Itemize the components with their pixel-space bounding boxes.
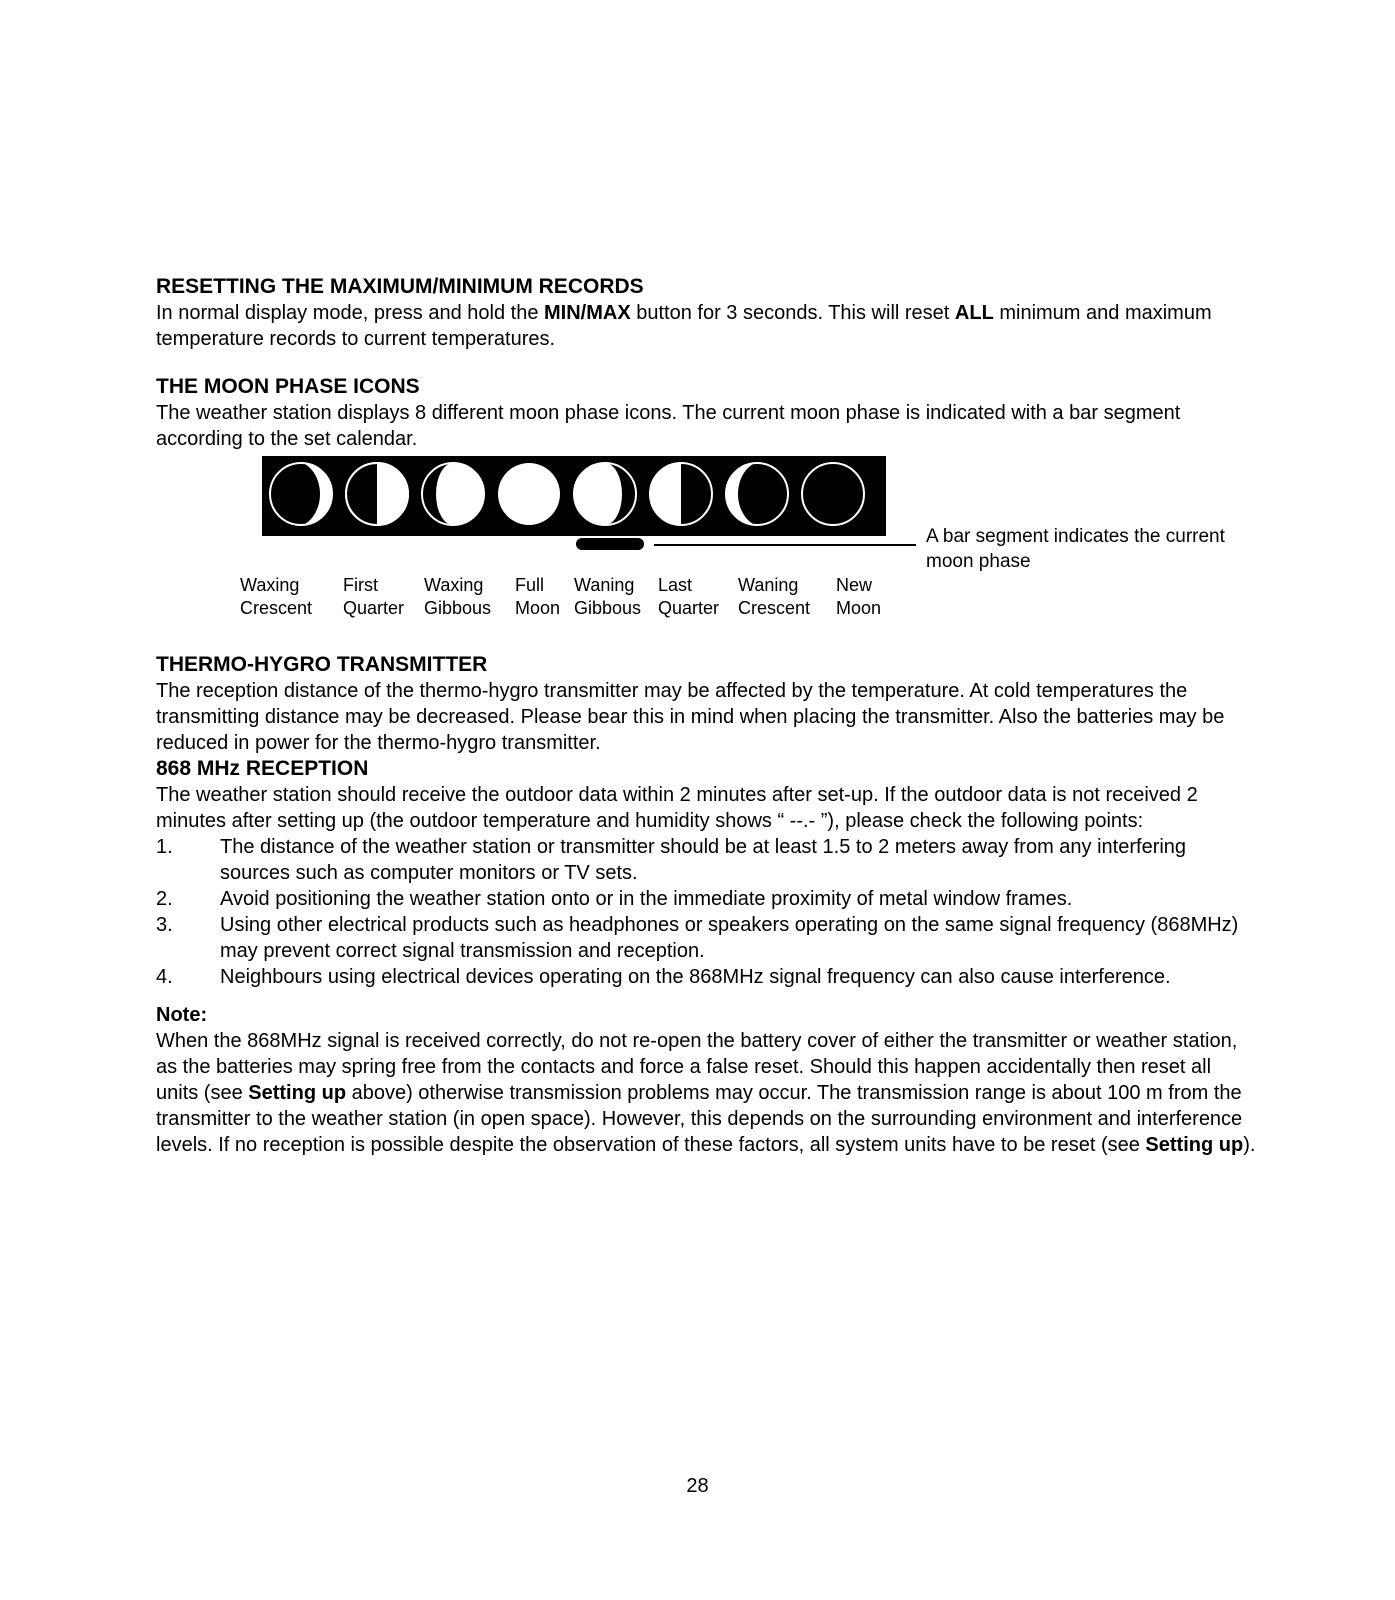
phase-label-line: Crescent	[738, 598, 811, 618]
phase-label-line: Moon	[836, 598, 882, 618]
note-title: Note:	[156, 1004, 208, 1026]
phase-label-last-quarter	[658, 574, 719, 620]
reception-checklist	[156, 834, 1256, 990]
full-moon-icon	[498, 463, 560, 525]
section-title-thermo-hygro: THERMO-HYGRO TRANSMITTER	[156, 653, 488, 676]
list-item	[156, 886, 1256, 912]
phase-label-waning-gibbous	[574, 574, 641, 620]
reception-paragraph: The weather station should receive the outdoor data within 2 minutes after set-up. If the outdoor data is not received 2 minutes after setting up (the outdoor temperature and humidity shows “ --.- ”), please check the following points:	[156, 784, 1198, 832]
phase-label-waning-crescent	[738, 574, 810, 620]
note-heading	[156, 1002, 1256, 1028]
list-number: 1.	[156, 836, 173, 858]
first-quarter-icon	[346, 462, 409, 526]
phase-label-line: Last	[658, 575, 693, 595]
bar-segment-callout: A bar segment indicates the current moon phase	[926, 526, 1225, 572]
page-content	[156, 274, 1256, 1158]
phase-label-line: Quarter	[658, 598, 720, 618]
phase-label-line: First	[343, 575, 378, 595]
setting-up-reference: Setting up	[1145, 1134, 1244, 1156]
last-quarter-icon	[649, 462, 712, 526]
moon-phase-paragraph: The weather station displays 8 different moon phase icons. The current moon phase is indicated with a bar segment according to the set calendar.	[156, 402, 1181, 450]
thermo-hygro-paragraph: The reception distance of the thermo-hygro transmitter may be affected by the temperature. At cold temperatures the transmitting distance may be decreased. Please bear this in mind when placing the transmitter. Also the batteries may be reduced in power for the thermo-hygro transmitter.	[156, 680, 1225, 754]
text-run: ).	[1243, 1134, 1256, 1156]
waxing-crescent-icon	[268, 461, 332, 527]
new-moon-icon	[802, 463, 864, 525]
list-item	[156, 964, 1256, 990]
waxing-gibbous-icon	[422, 462, 484, 526]
phase-label-line: Quarter	[343, 598, 405, 618]
text-run: minimum and maximum temperature records to current temperatures.	[156, 302, 1212, 350]
moon-phase-strip	[262, 456, 886, 536]
phase-label-line: New	[836, 575, 873, 595]
phase-label-full-moon	[515, 574, 560, 620]
waning-crescent-icon	[726, 461, 790, 527]
list-text: The distance of the weather station or transmitter should be at least 1.5 to 2 meters away from any interfering sources such as computer monitors or TV sets.	[220, 836, 1187, 884]
phase-label-line: Moon	[515, 598, 561, 618]
setting-up-reference: Setting up	[248, 1082, 347, 1104]
phase-label-first-quarter	[343, 574, 404, 620]
moon-phase-figure	[156, 452, 1256, 652]
phase-label-line: Waxing	[240, 575, 300, 595]
reset-records-paragraph	[156, 300, 1256, 352]
list-number: 4.	[156, 966, 173, 988]
list-number: 3.	[156, 914, 173, 936]
phase-label-new-moon	[836, 574, 881, 620]
phase-label-line: Full	[515, 575, 545, 595]
text-run: In normal display mode, press and hold the	[156, 302, 544, 324]
text-run: When the 868MHz signal is received correctly, do not re-open the battery cover of either the transmitter or weather station, as the batteries may spring free from the contacts and force a false reset. Should this happen accidentally then reset all units (see	[156, 1030, 1238, 1104]
section-title-moon-phase: THE MOON PHASE ICONS	[156, 375, 420, 398]
list-item	[156, 912, 1256, 964]
list-item	[156, 834, 1256, 886]
phase-label-waxing-gibbous	[424, 574, 491, 620]
waning-gibbous-icon	[574, 462, 637, 526]
list-number: 2.	[156, 888, 173, 910]
all-label: ALL	[954, 302, 994, 324]
list-text: Neighbours using electrical devices operating on the 868MHz signal frequency can also cause interference.	[220, 966, 1171, 988]
phase-label-line: Gibbous	[574, 598, 642, 618]
phase-label-waxing-crescent	[240, 574, 312, 620]
list-text: Using other electrical products such as headphones or speakers operating on the same signal frequency (868MHz) may prevent correct signal transmission and reception.	[220, 914, 1239, 962]
section-title-reset-records: RESETTING THE MAXIMUM/MINIMUM RECORDS	[156, 275, 644, 298]
section-title-868mhz: 868 MHz RECEPTION	[156, 757, 369, 780]
current-phase-bar-segment	[576, 538, 644, 550]
phase-label-line: Crescent	[240, 598, 313, 618]
list-text: Avoid positioning the weather station onto or in the immediate proximity of metal window frames.	[220, 888, 1073, 910]
callout-pointer-line	[654, 544, 916, 546]
page-number: 28	[686, 1475, 709, 1497]
phase-label-line: Gibbous	[424, 598, 492, 618]
text-run: button for 3 seconds. This will reset	[630, 302, 955, 324]
text-run: above) otherwise transmission problems may occur. The transmission range is about 100 m from the transmitter to the weather station (in open space). However, this depends on the surrounding environment and interference levels. If no reception is possible despite the observation of these factors, all system units have to be reset (see	[156, 1082, 1243, 1156]
min-max-label: MIN/MAX	[544, 302, 631, 324]
phase-label-line: Waning	[738, 575, 799, 595]
phase-label-line: Waning	[574, 575, 635, 595]
phase-label-line: Waxing	[424, 575, 484, 595]
note-paragraph	[156, 1028, 1256, 1158]
